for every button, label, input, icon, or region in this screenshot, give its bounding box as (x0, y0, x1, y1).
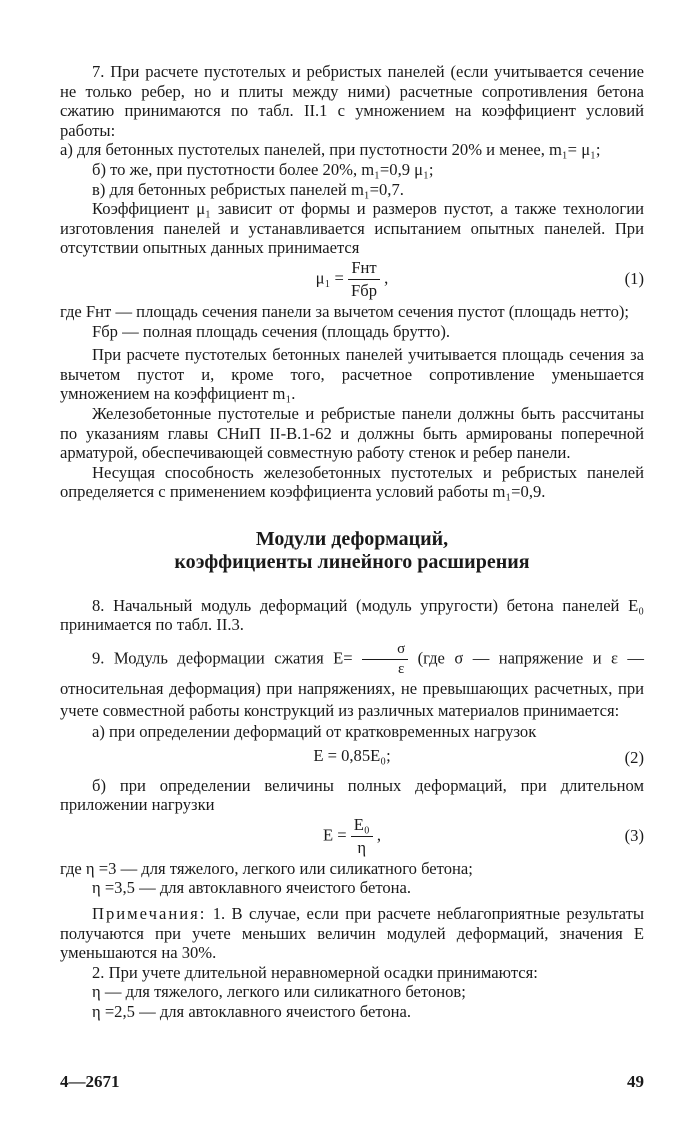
section-heading-line-2: коэффициенты линейного расширения (174, 550, 530, 573)
formula-3-lhs: E = (322, 825, 347, 845)
page-number: 49 (627, 1072, 644, 1091)
page-body (60, 62, 644, 1022)
formula-2 (60, 746, 644, 772)
printer-signature: 4—2671 (60, 1072, 120, 1091)
definition-eta-heavy: где η =3 — для тяжелого, легкого или силикатного бетона; (60, 858, 473, 878)
formula-3-fraction (351, 815, 373, 858)
formula-1-denominator: Fбр (351, 280, 377, 300)
sigma-over-epsilon-fraction (362, 641, 408, 678)
equation-number-2: (2) (624, 747, 644, 767)
definition-f-gross: Fбр — полная площадь сечения (площадь брутто). (92, 321, 451, 341)
section-heading-line-1: Модули деформаций, (255, 527, 449, 550)
formula-3 (60, 815, 644, 859)
paragraph-9-start: 9. Модуль деформации сжатия E= (92, 648, 353, 668)
paragraph-9 (60, 641, 644, 722)
note-2: 2. При учете длительной неравномерной осадки принимаются: (92, 962, 538, 982)
paragraph-hollow-panels: При расчете пустотелых бетонных панелей учитывается площадь сечения за вычетом пустот и, кроме того, расчетное сопротивление уменьшается умножением на коэффициент m₁. (60, 345, 644, 404)
item-7c: в) для бетонных ребристых панелей m₁=0,7. (92, 179, 404, 199)
page-footer (60, 1072, 644, 1094)
note-2-item-heavy: η — для тяжелого, легкого или силикатного бетонов; (92, 982, 466, 1002)
fraction-numerator-sigma: σ (362, 641, 408, 660)
section-heading (60, 528, 644, 574)
formula-1 (60, 258, 644, 302)
paragraph-mu1: Коэффициент μ₁ зависит от формы и размеров пустот, а также технологии изготовления панелей и устанавливается испытанием опытных панелей. При отсутствии опытных данных принимается (60, 199, 644, 258)
equation-number-3: (3) (624, 825, 644, 845)
item-9a: а) при определении деформаций от кратковременных нагрузок (92, 722, 537, 742)
formula-1-lhs: μ₁ = (315, 268, 344, 288)
paragraph-7: 7. При расчете пустотелых и ребристых панелей (если учитывается сечение не только ребер, но и плиты между ними) расчетные сопротивления бетона сжатию принимаются по табл. II.1 с умножением на коэффициент условий работы: (60, 62, 644, 140)
note-2-item-aerated: η =2,5 — для автоклавного ячеистого бетона. (92, 1002, 412, 1021)
paragraph-9-rest: (где σ — напряжение и ε — относительная деформация) при напряжениях, не превышающих расчетных, при учете совместной работы конструкций из различных материалов принимается: (60, 648, 644, 721)
definition-eta-aerated: η =3,5 — для автоклавного ячеистого бетона. (92, 878, 412, 898)
note-1 (60, 904, 644, 963)
formula-2-body: E = 0,85E₀; (313, 745, 391, 765)
formula-1-fraction (348, 258, 380, 301)
paragraph-reinforced-panels: Железобетонные пустотелые и ребристые панели должны быть рассчитаны по указаниям главы СНиП II-В.1-62 и должны быть армированы поперечной арматурой, обеспечивающей совместную работу стенок и ребер панели. (60, 403, 644, 463)
item-9b: б) при определении величины полных деформаций, при длительном приложении нагрузки (60, 775, 644, 815)
formula-3-body (60, 815, 644, 858)
equation-number-1: (1) (624, 268, 644, 288)
formula-1-numerator: Fнт (348, 258, 380, 280)
formula-3-denominator: η (357, 837, 367, 857)
fraction-denominator-epsilon: ε (397, 661, 405, 678)
paragraph-8: 8. Начальный модуль деформаций (модуль упругости) бетона панелей E₀ принимается по табл. II.3. (60, 595, 644, 635)
note-1-text: 1. В случае, если при расчете неблагоприятные результаты получаются при учете меньших величин модулей деформаций, значения E уменьшаются на 30%. (60, 904, 644, 963)
item-7b: б) то же, при пустотности более 20%, m₁=0,9 μ₁; (92, 159, 434, 179)
formula-1-body (60, 258, 644, 301)
item-7a: а) для бетонных пустотелых панелей, при пустотности 20% и менее, m₁= μ₁; (60, 140, 601, 160)
formula-3-numerator: E₀ (351, 815, 373, 837)
formula-1-tail: , (384, 268, 389, 288)
formula-3-tail: , (376, 825, 382, 845)
notes-label: Примечания: (92, 904, 207, 924)
definition-f-net: где Fнт — площадь сечения панели за вычетом сечения пустот (площадь нетто); (60, 301, 630, 321)
paragraph-bearing-capacity: Несущая способность железобетонных пустотелых и ребристых панелей определяется с применением коэффициента условий работы m₁=0,9. (60, 462, 644, 502)
